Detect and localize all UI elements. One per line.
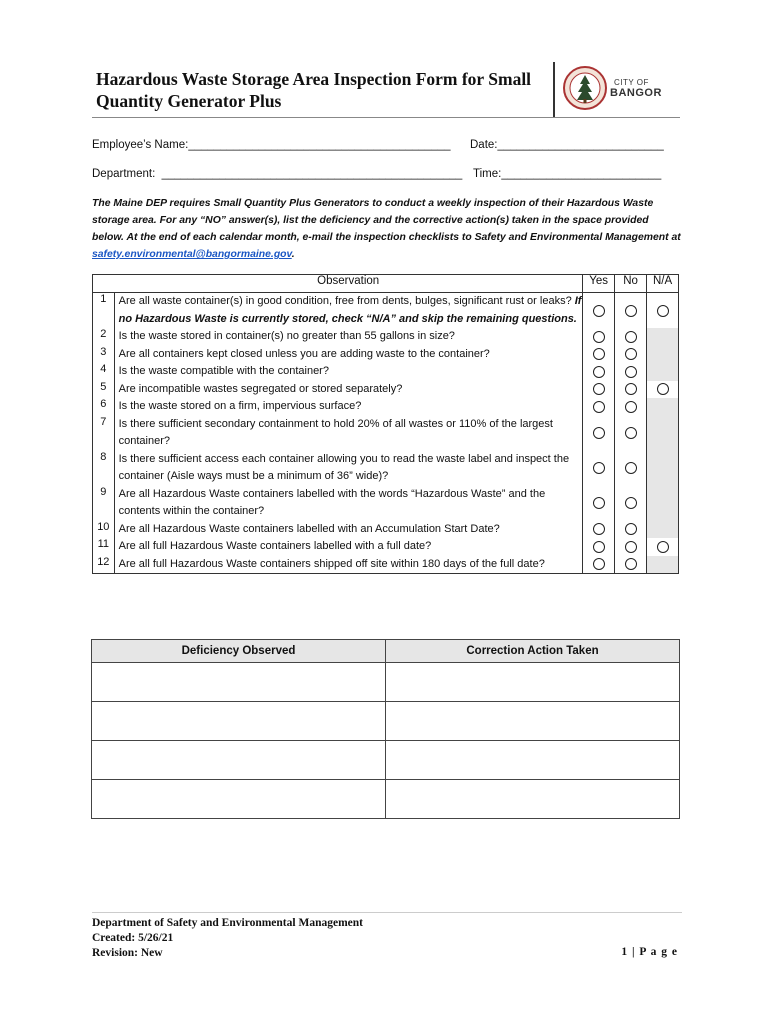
question-text [114,363,583,381]
row-number: 4 [93,363,115,381]
table-row [93,521,679,539]
yes-cell [583,328,615,346]
no-radio[interactable] [625,401,637,413]
row-number: 3 [93,346,115,364]
table-row [92,741,680,780]
date-field[interactable] [470,139,664,151]
yes-radio[interactable] [593,305,605,317]
row-number: 6 [93,398,115,416]
yes-radio[interactable] [593,348,605,360]
yes-cell [583,538,615,556]
footer-created: Created: 5/26/21 [92,932,174,944]
question-main: Is there sufficient access each container allowing you to read the waste label and inspect the container (Aisle ways must be a minimum of 36” wide)? [118,452,570,482]
table-row [93,398,679,416]
time-field[interactable] [473,168,661,180]
na-radio[interactable] [657,541,669,553]
no-cell [615,293,647,329]
yes-cell [583,346,615,364]
no-cell [615,451,647,486]
row-number: 10 [93,521,115,539]
na-cell [647,293,679,329]
table-row [93,556,679,574]
yes-radio[interactable] [593,383,605,395]
yes-cell [583,363,615,381]
na-cell [647,538,679,556]
row-number: 11 [93,538,115,556]
deficiency-header: Deficiency Observed [92,640,386,663]
footer-rule [92,912,682,913]
question-main: Are all full Hazardous Waste containers shipped off site within 180 days of the full date? [118,557,545,570]
no-radio[interactable] [625,331,637,343]
na-header: N/A [647,275,679,293]
yes-cell [583,521,615,539]
question-main: Is the waste stored in container(s) no greater than 55 gallons in size? [118,330,455,342]
table-row [93,346,679,364]
yes-radio[interactable] [593,558,605,570]
question-main: Are all containers kept closed unless you are adding waste to the container? [118,347,490,360]
question-text [114,381,583,399]
na-cell [647,416,679,451]
yes-cell [583,486,615,521]
num-header [93,275,115,293]
no-cell [615,328,647,346]
no-header: No [615,275,647,293]
table-row [93,538,679,556]
email-link[interactable]: safety.environmental@bangormaine.gov [92,249,292,260]
question-main: Are all full Hazardous Waste containers labelled with a full date? [118,540,432,552]
yes-radio[interactable] [593,462,605,474]
department-line[interactable]: _______________________________________________ [161,168,463,180]
department-label: Department: [92,168,156,180]
header-divider [553,62,555,118]
question-text [114,486,583,521]
yes-header: Yes [583,275,615,293]
no-radio[interactable] [625,558,637,570]
correction-cell[interactable] [386,780,680,819]
no-radio[interactable] [625,383,637,395]
question-text [114,398,583,416]
no-radio[interactable] [625,348,637,360]
no-radio[interactable] [625,366,637,378]
yes-radio[interactable] [593,541,605,553]
instructions-text: The Maine DEP requires Small Quantity Plus Generators to conduct a weekly inspection of their Hazardous Waste storage area. For any “NO” answer(s), list the deficiency and the corrective action(s) taken in the space provided below. At the end of each calendar month, e-mail the inspection checklists to Safety and Environmental Management at [92,198,681,243]
page-title [96,68,556,112]
no-cell [615,398,647,416]
employee-name-field[interactable] [92,139,451,151]
yes-cell [583,451,615,486]
table-row [92,702,680,741]
yes-radio[interactable] [593,497,605,509]
yes-cell [583,416,615,451]
yes-radio[interactable] [593,427,605,439]
title-line-2: Quantity Generator Plus [96,91,282,111]
title-line-1: Hazardous Waste Storage Area Inspection Form for Small [96,69,532,89]
deficiency-cell[interactable] [92,780,386,819]
question-main: Are incompatible wastes segregated or stored separately? [118,382,403,395]
correction-cell[interactable] [386,663,680,702]
question-main: Is there sufficient secondary containment to hold 20% of all wastes or 110% of the largest container? [118,417,553,447]
footer [92,916,363,961]
employee-name-label: Employee’s Name: [92,139,189,151]
observation-header: Observation [114,275,583,293]
logo-bangor: BANGOR [610,87,662,99]
header-rule [92,117,680,118]
logo-city-of: CITY OF [614,78,649,87]
yes-cell [583,293,615,329]
table-row [93,363,679,381]
question-text [114,328,583,346]
na-cell [647,451,679,486]
date-label: Date: [470,139,498,151]
na-cell [647,328,679,346]
table-row [92,780,680,819]
instructions-paragraph: The Maine DEP requires Small Quantity Plus Generators to conduct a weekly inspection of their Hazardous Waste storage area. For any “NO” answer(s), list the deficiency and the corrective action(s) taken in the space provided below. At the end of each calendar month, e-mail the inspection checklists to Safety and Environmental Management at safety.environmental@bangormaine.gov. [92,198,681,260]
yes-radio[interactable] [593,523,605,535]
footer-department: Department of Safety and Environmental Management [92,917,363,929]
no-cell [615,521,647,539]
time-line[interactable]: _________________________ [501,168,662,180]
question-main: Is the waste stored on a firm, impervious surface? [118,400,362,412]
question-text [114,293,583,329]
table-row [93,293,679,329]
table-row [93,416,679,451]
yes-radio[interactable] [593,366,605,378]
question-text [114,451,583,486]
correction-cell[interactable] [386,741,680,780]
question-main: Are all waste container(s) in good condition, free from dents, bulges, significant rust or leaks? [118,295,575,307]
table-row [93,381,679,399]
table-row [93,486,679,521]
deficiency-table [91,639,680,819]
no-cell [615,486,647,521]
na-radio[interactable] [657,383,669,395]
city-logo-text [610,78,670,98]
question-main: Are all Hazardous Waste containers labelled with an Accumulation Start Date? [118,522,500,535]
no-radio[interactable] [625,541,637,553]
question-text [114,538,583,556]
no-cell [615,556,647,574]
na-cell [647,486,679,521]
table-row [93,328,679,346]
question-text [114,346,583,364]
table-row [93,451,679,486]
row-number: 9 [93,486,115,521]
no-radio[interactable] [625,523,637,535]
date-line[interactable]: __________________________ [497,139,664,151]
question-emphasis: If no Hazardous Waste is currently stored, check “N/A” and skip the remaining questions. [118,295,582,325]
row-number: 5 [93,381,115,399]
row-number: 2 [93,328,115,346]
row-number: 8 [93,451,115,486]
no-radio[interactable] [625,462,637,474]
table-row [92,663,680,702]
no-radio[interactable] [625,497,637,509]
na-cell [647,346,679,364]
time-label: Time: [473,168,502,180]
question-text [114,556,583,574]
correction-cell[interactable] [386,702,680,741]
row-number: 1 [93,293,115,329]
row-number: 12 [93,556,115,574]
yes-radio[interactable] [593,331,605,343]
row-number: 7 [93,416,115,451]
no-radio[interactable] [625,427,637,439]
na-cell [647,556,679,574]
question-main: Is the waste compatible with the container? [118,365,329,377]
footer-revision: Revision: New [92,947,163,959]
na-cell [647,363,679,381]
na-cell [647,381,679,399]
no-cell [615,346,647,364]
deficiency-cell[interactable] [92,663,386,702]
yes-cell [583,398,615,416]
question-text [114,416,583,451]
na-radio[interactable] [657,305,669,317]
no-cell [615,381,647,399]
question-text [114,521,583,539]
deficiency-cell[interactable] [92,702,386,741]
correction-header: Correction Action Taken [386,640,680,663]
yes-cell [583,556,615,574]
question-main: Are all Hazardous Waste containers labelled with the words “Hazardous Waste” and the contents within the container? [118,487,546,517]
na-cell [647,398,679,416]
no-cell [615,363,647,381]
yes-cell [583,381,615,399]
observation-table [92,274,679,574]
no-cell [615,416,647,451]
page-number: 1 | P a g e [621,946,678,958]
employee-name-line[interactable]: _________________________________________ [188,139,451,151]
no-radio[interactable] [625,305,637,317]
city-seal-icon [563,66,607,110]
department-field[interactable] [92,168,462,180]
yes-radio[interactable] [593,401,605,413]
no-cell [615,538,647,556]
na-cell [647,521,679,539]
deficiency-cell[interactable] [92,741,386,780]
